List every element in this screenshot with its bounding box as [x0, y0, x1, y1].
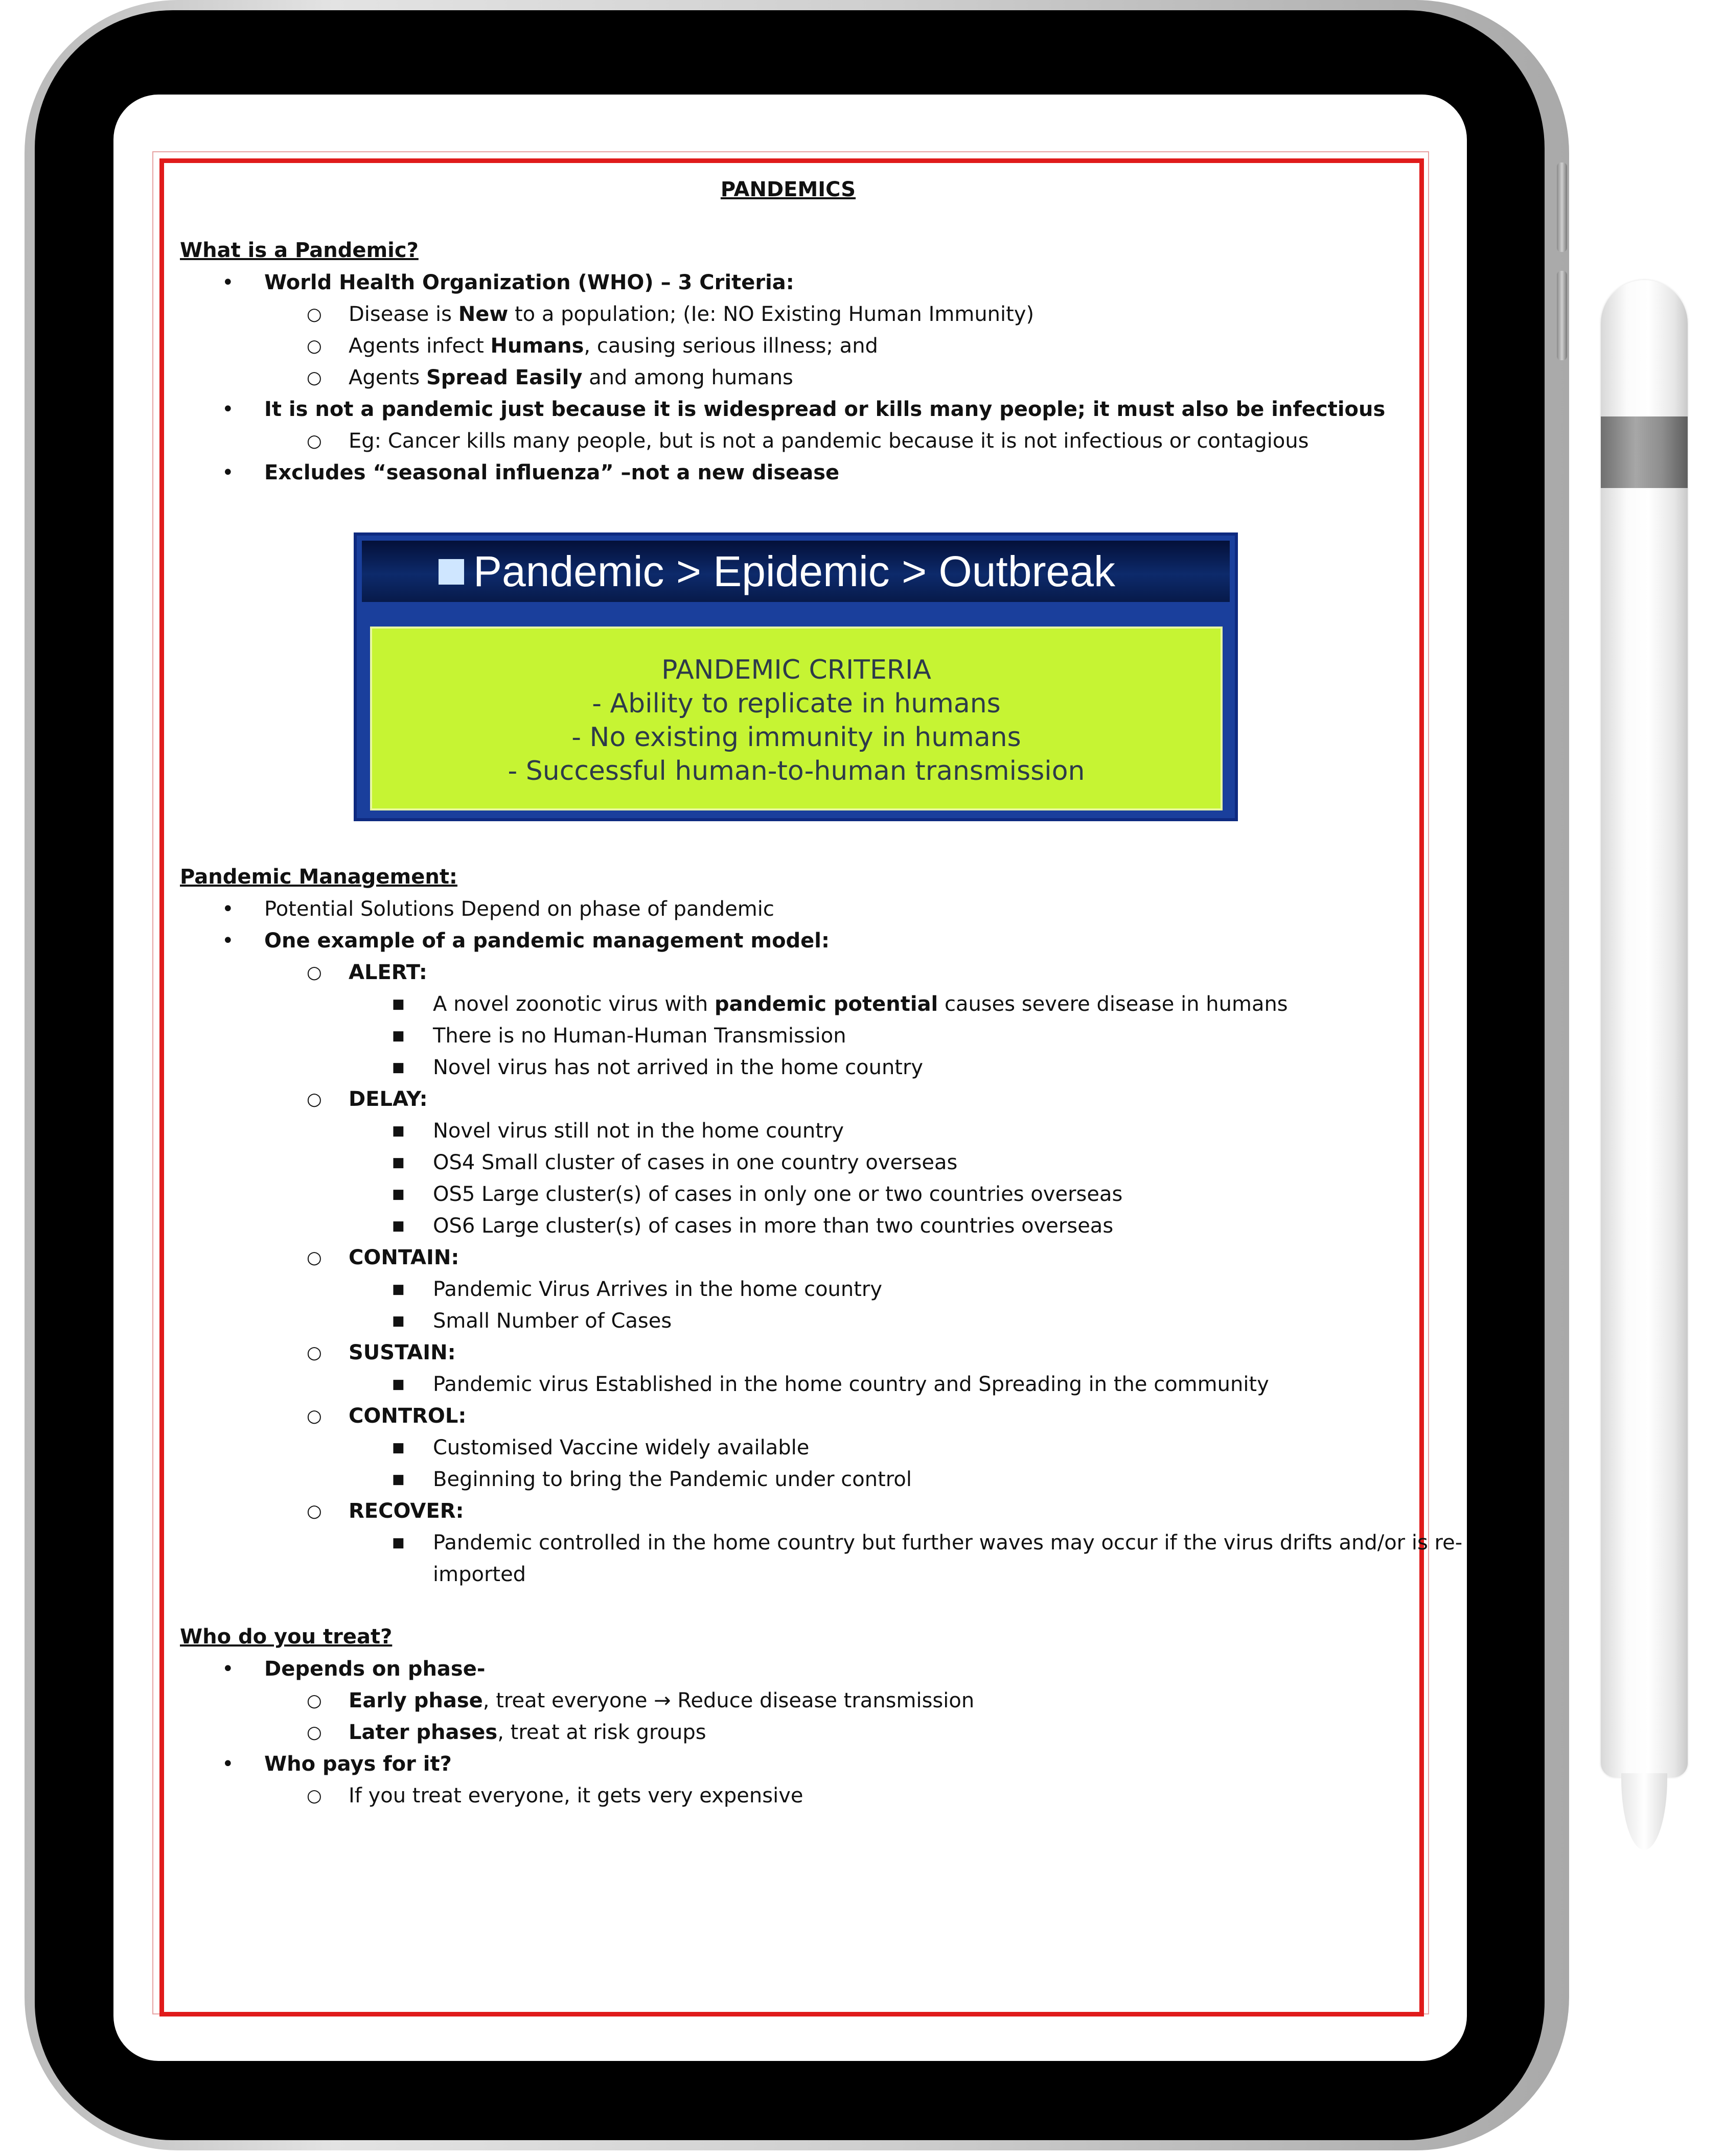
list-item: ■ Pandemic Virus Arrives in the home country — [180, 1273, 1396, 1305]
square-marker: ■ — [392, 1377, 405, 1392]
list-item: ■ Customised Vaccine widely available — [180, 1432, 1396, 1464]
square-marker: ■ — [392, 1155, 405, 1170]
circle-marker: ○ — [307, 336, 322, 356]
section-heading-what-is-pandemic: What is a Pandemic? — [180, 239, 419, 262]
circle-marker: ○ — [307, 367, 322, 388]
stylus-tip — [1621, 1773, 1667, 1850]
phase-alert: ○ ALERT: — [180, 957, 1396, 988]
square-marker: ■ — [392, 1313, 405, 1329]
list-item: ○ Agents Spread Easily and among humans — [180, 362, 1396, 393]
circle-marker: ○ — [307, 1342, 322, 1363]
list-item: • World Health Organization (WHO) – 3 Criteria: — [180, 267, 1396, 298]
list-item: ■ Novel virus still not in the home country — [180, 1115, 1396, 1147]
bullet-marker: • — [222, 1657, 234, 1681]
pandemic-criteria-slide — [354, 532, 1238, 821]
square-marker: ■ — [392, 1028, 405, 1044]
bullet-marker: • — [222, 398, 234, 421]
section-heading-pandemic-management: Pandemic Management: — [180, 865, 457, 889]
phase-recover: ○ RECOVER: — [180, 1495, 1396, 1527]
bullet-marker: • — [222, 929, 234, 953]
circle-marker: ○ — [307, 962, 322, 983]
list-item: • Depends on phase- — [180, 1653, 1396, 1685]
document-body — [180, 171, 1463, 1812]
square-marker: ■ — [392, 1218, 405, 1234]
tablet-top-button[interactable] — [1557, 163, 1567, 252]
tablet-volume-button[interactable] — [1557, 271, 1567, 360]
circle-marker: ○ — [307, 1089, 322, 1109]
list-item: • Who pays for it? — [180, 1748, 1396, 1780]
circle-marker: ○ — [307, 431, 322, 451]
circle-marker: ○ — [307, 1247, 322, 1268]
circle-marker: ○ — [307, 1690, 322, 1711]
square-bullet-icon — [439, 559, 464, 585]
list-item: • One example of a pandemic management model: — [180, 925, 1396, 957]
circle-marker: ○ — [307, 1406, 322, 1426]
list-item: ○ Agents infect Humans, causing serious illness; and — [180, 330, 1396, 362]
document-title: PANDEMICS — [720, 178, 856, 201]
square-marker: ■ — [392, 1187, 405, 1202]
circle-marker: ○ — [307, 304, 322, 324]
slide-criteria-line: - No existing immunity in humans — [571, 722, 1021, 753]
list-item: ■ There is no Human-Human Transmission — [180, 1020, 1396, 1052]
list-item: ■ Beginning to bring the Pandemic under control — [180, 1464, 1396, 1495]
list-item: ■ Pandemic controlled in the home country but further waves may occur if the virus drifts and/or is re-imported — [180, 1527, 1532, 1590]
slide-criteria-line: - Successful human-to-human transmission — [508, 756, 1085, 786]
circle-marker: ○ — [307, 1786, 322, 1806]
list-item: ○ Later phases, treat at risk groups — [180, 1717, 1396, 1748]
list-item: ○ Early phase, treat everyone → Reduce disease transmission — [180, 1685, 1396, 1717]
circle-marker: ○ — [307, 1722, 322, 1743]
list-item: ■ Novel virus has not arrived in the home country — [180, 1052, 1396, 1083]
square-marker: ■ — [392, 996, 405, 1012]
list-item: ■ Small Number of Cases — [180, 1305, 1396, 1337]
list-item: ■ OS4 Small cluster of cases in one country overseas — [180, 1147, 1396, 1178]
square-marker: ■ — [392, 1123, 405, 1139]
list-item: • Potential Solutions Depend on phase of pandemic — [180, 893, 1396, 925]
stylus-band — [1601, 416, 1688, 488]
phase-delay: ○ DELAY: — [180, 1083, 1396, 1115]
list-item: ■ A novel zoonotic virus with pandemic potential causes severe disease in humans — [180, 988, 1396, 1020]
square-marker: ■ — [392, 1472, 405, 1487]
slide-criteria-line: - Ability to replicate in humans — [592, 688, 1001, 719]
bullet-marker: • — [222, 897, 234, 921]
slide-banner-text: Pandemic > Epidemic > Outbreak — [473, 547, 1115, 595]
circle-marker: ○ — [307, 1501, 322, 1521]
list-item: ○ If you treat everyone, it gets very expensive — [180, 1780, 1396, 1812]
list-item: ○ Disease is New to a population; (Ie: NO Existing Human Immunity) — [180, 298, 1396, 330]
list-item: ■ OS5 Large cluster(s) of cases in only one or two countries overseas — [180, 1178, 1396, 1210]
square-marker: ■ — [392, 1060, 405, 1075]
square-marker: ■ — [392, 1282, 405, 1297]
list-item: • It is not a pandemic just because it is widespread or kills many people; it must also be infectious — [180, 393, 1396, 425]
slide-criteria-box — [370, 627, 1223, 810]
square-marker: ■ — [392, 1440, 405, 1455]
bullet-marker: • — [222, 461, 234, 484]
list-item: ■ Pandemic virus Established in the home country and Spreading in the community — [180, 1369, 1396, 1400]
list-item: • Excludes “seasonal influenza” –not a new disease — [180, 457, 1396, 489]
list-item: ■ OS6 Large cluster(s) of cases in more than two countries overseas — [180, 1210, 1396, 1242]
section-heading-who-do-you-treat: Who do you treat? — [180, 1625, 393, 1649]
phase-sustain: ○ SUSTAIN: — [180, 1337, 1396, 1369]
list-item: ○ Eg: Cancer kills many people, but is not a pandemic because it is not infectious or contagious — [180, 425, 1396, 457]
bullet-marker: • — [222, 271, 234, 294]
slide-criteria-title: PANDEMIC CRITERIA — [661, 655, 931, 685]
phase-contain: ○ CONTAIN: — [180, 1242, 1396, 1273]
phase-control: ○ CONTROL: — [180, 1400, 1396, 1432]
square-marker: ■ — [392, 1535, 405, 1550]
slide-banner — [362, 541, 1230, 602]
stylus-pencil — [1601, 280, 1688, 1777]
bullet-marker: • — [222, 1752, 234, 1776]
